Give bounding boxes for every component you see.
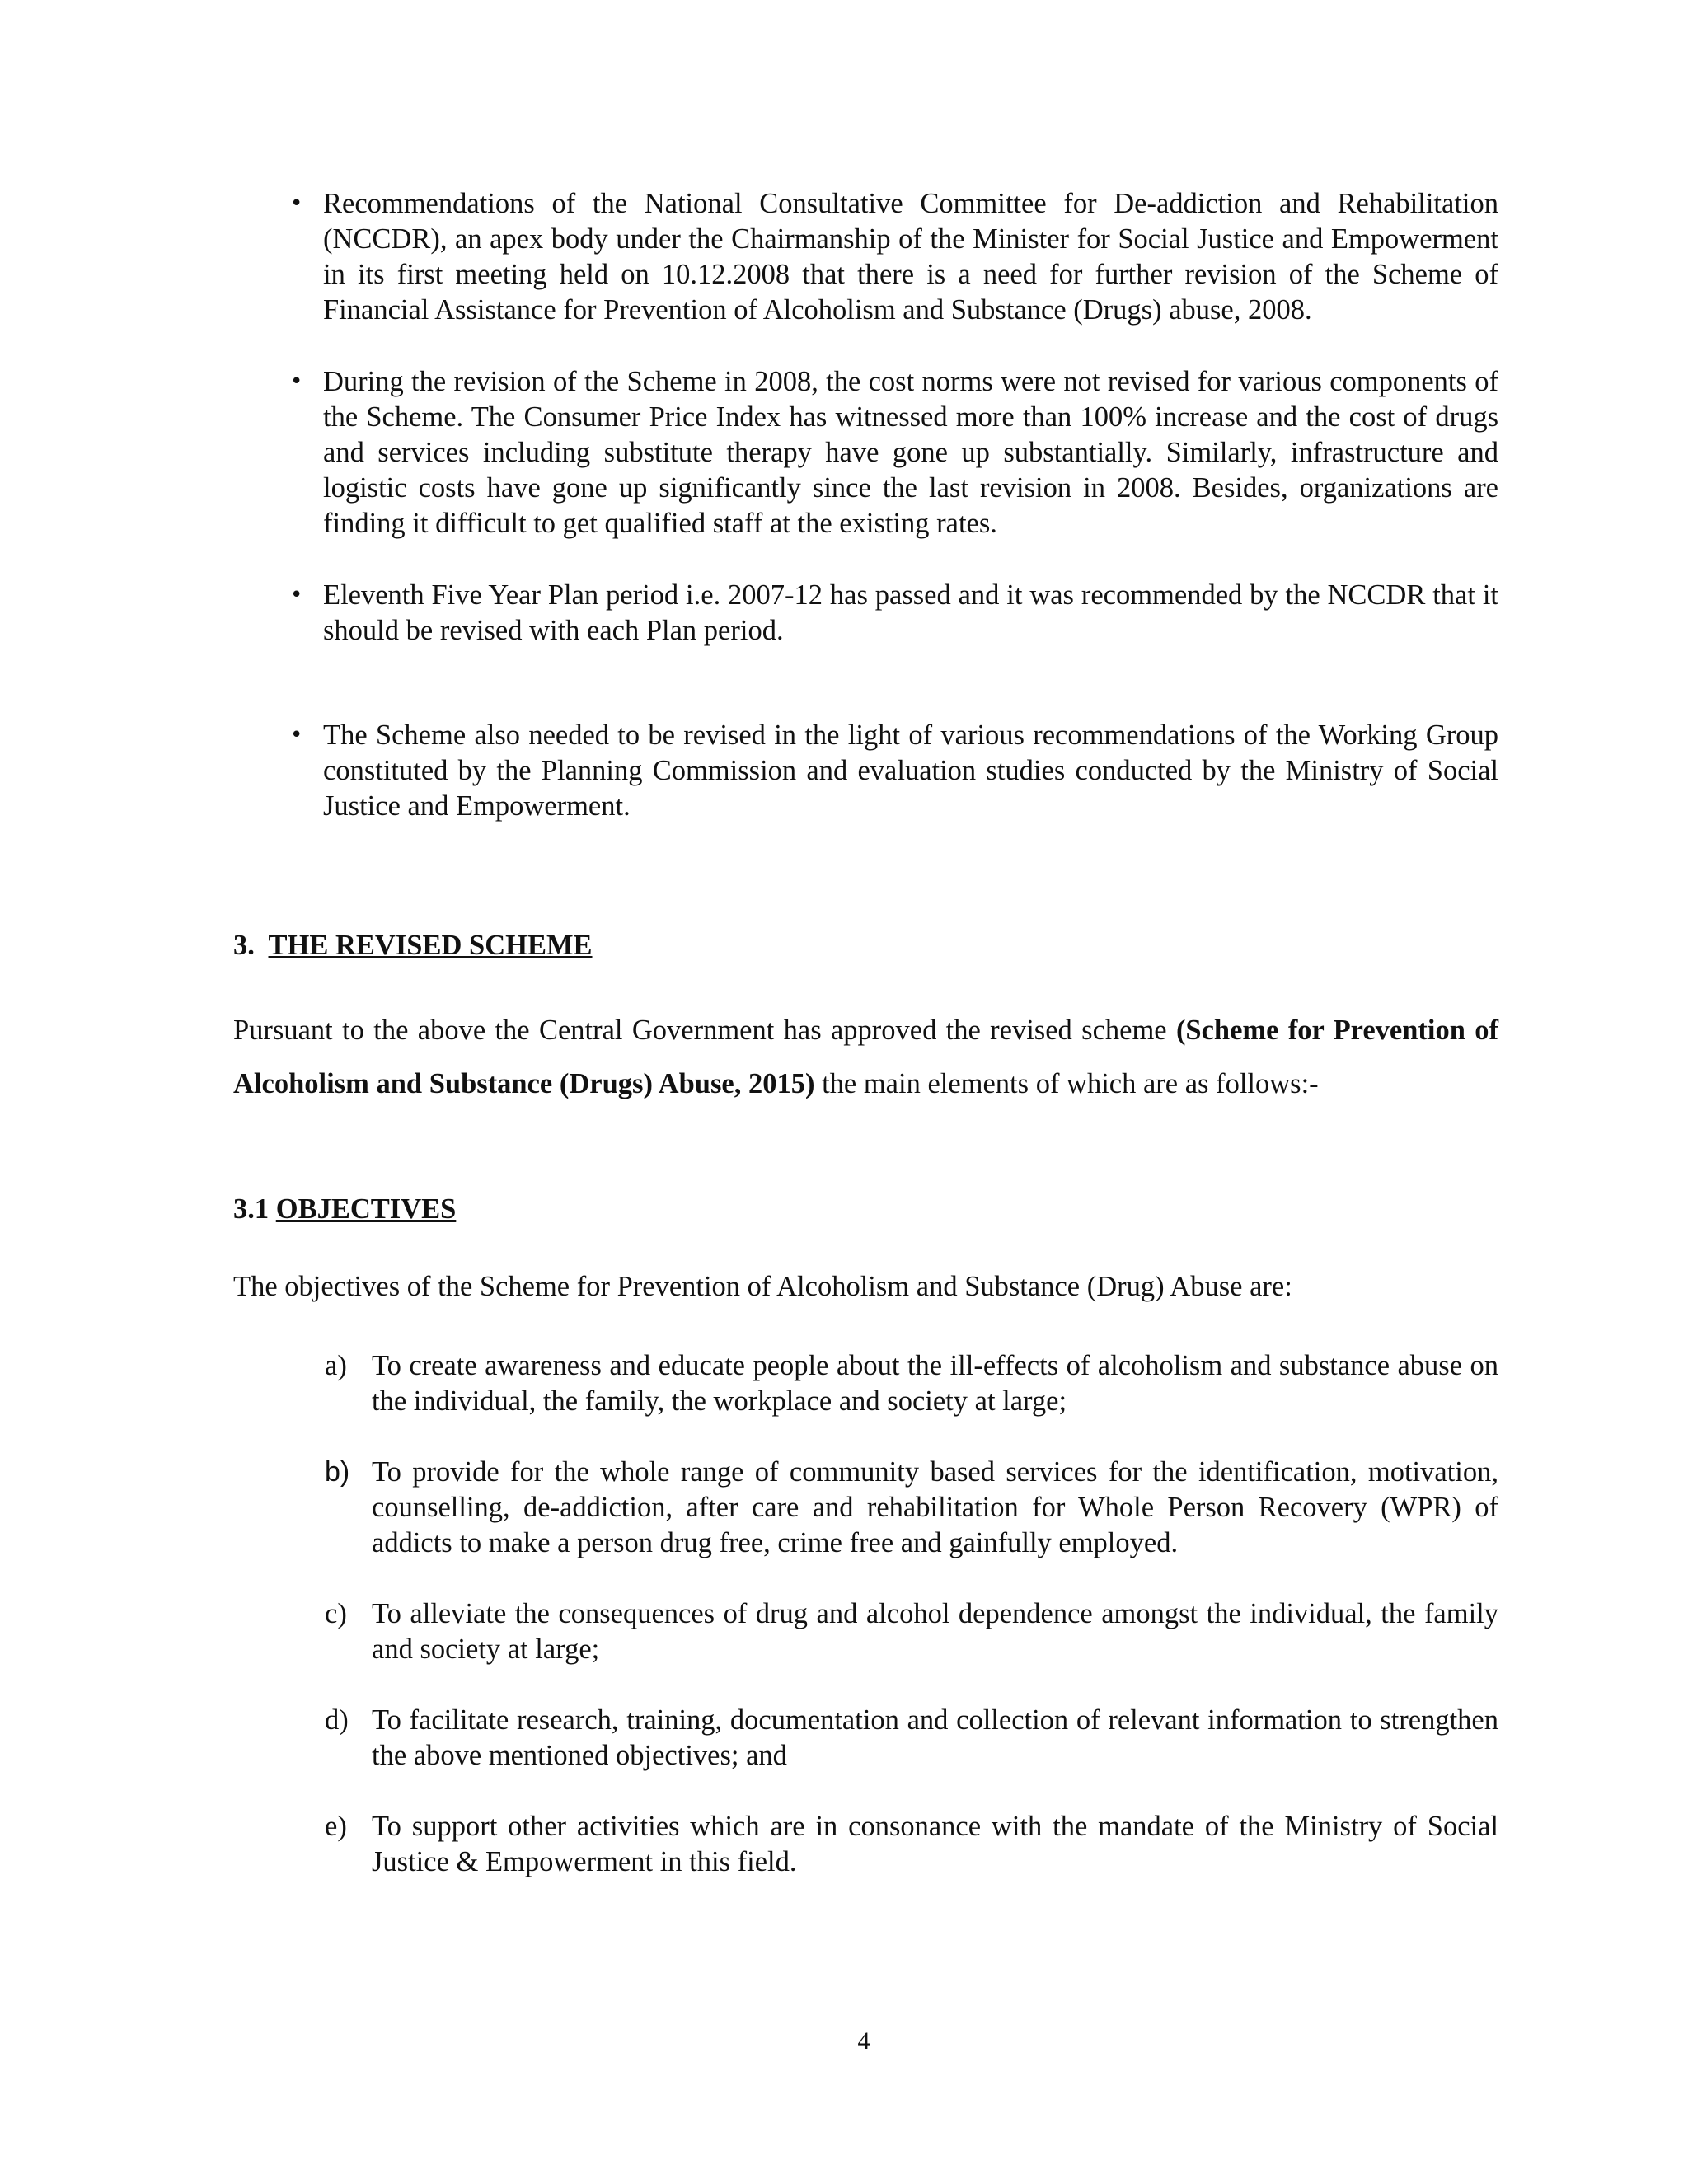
section-heading-revised-scheme [233,928,593,963]
section-heading-objectives [233,1192,456,1227]
bullet-list [288,186,1498,824]
section-number: 3. [233,930,255,961]
list-item [325,1596,1498,1667]
list-item-label: c) [325,1598,347,1629]
revised-scheme-paragraph [233,1004,1498,1111]
list-item-text: To alleviate the consequences of drug and alcohol dependence amongst the individual, the family and society at large; [372,1598,1498,1665]
bullet-text: During the revision of the Scheme in 2008, the cost norms were not revised for various components of the Scheme. The Consumer Price Index has witnessed more than 100% increase and the cost of drugs and services including substitute therapy have gone up substantially. Similarly, infrastructure and logistic costs have gone up significantly since the last revision in 2008. Besides, organizations are finding it difficult to get qualified staff at the existing rates. [323,366,1498,539]
list-item-label: b) [325,1456,350,1488]
bullet-icon: • [290,369,303,394]
bullet-item [288,718,1498,824]
list-item-text: To facilitate research, training, documentation and collection of relevant information to strengthen the above mentioned objectives; and [372,1704,1498,1771]
list-item [325,1455,1498,1561]
paragraph-text-start: Pursuant to the above the Central Government has approved the revised scheme [233,1015,1176,1046]
bullet-icon: • [290,583,303,607]
bullet-item [288,364,1498,541]
bullet-icon: • [290,191,303,216]
list-item-text: To support other activities which are in consonance with the mandate of the Ministry of Social Justice & Empowerment in this field. [372,1811,1498,1877]
list-item-label: d) [325,1704,349,1736]
objectives-list [325,1348,1498,1880]
bullet-icon: • [290,723,303,748]
scheme-name: (Scheme for Prevention of Alcoholism and Substance (Drugs) Abuse, 2015) [233,1015,1499,1099]
bullet-text: The Scheme also needed to be revised in the light of various recommendations of the Working Group constituted by the Planning Commission and evaluation studies conducted by the Ministry of Social Justice and Empowerment. [323,719,1498,822]
page-number: 4 [857,2027,870,2055]
bullet-text: Eleventh Five Year Plan period i.e. 2007-12 has passed and it was recommended by the NCCDR that it should be revised with each Plan period. [323,579,1498,646]
section-title: THE REVISED SCHEME [268,930,593,961]
list-item-text: To create awareness and educate people about the ill-effects of alcoholism and substance abuse on the individual, the family, the workplace and society at large; [372,1350,1498,1417]
section-title: OBJECTIVES [275,1193,457,1225]
list-item [325,1703,1498,1774]
list-item-label: e) [325,1811,347,1842]
bullet-item [288,186,1498,328]
list-item [325,1809,1498,1880]
bullet-item [288,578,1498,649]
paragraph-text-end: the main elements of which are as follows:- [814,1068,1319,1099]
list-item-text: To provide for the whole range of community based services for the identification, motivation, counselling, de-addiction, after care and rehabilitation for Whole Person Recovery (WPR) of addicts to make a person drug free, crime free and gainfully employed. [372,1456,1498,1558]
bullet-text: Recommendations of the National Consultative Committee for De-addiction and Rehabilitation (NCCDR), an apex body under the Chairmanship of the Minister for Social Justice and Empowerment in its first meeting held on 10.12.2008 that there is a need for further revision of the Scheme of Financial Assistance for Prevention of Alcoholism and Substance (Drugs) abuse, 2008. [323,188,1498,326]
objectives-intro: The objectives of the Scheme for Prevention of Alcoholism and Substance (Drug) Abuse are: [233,1271,1292,1302]
list-item [325,1348,1498,1419]
list-item-label: a) [325,1350,347,1381]
section-number: 3.1 [233,1193,270,1225]
